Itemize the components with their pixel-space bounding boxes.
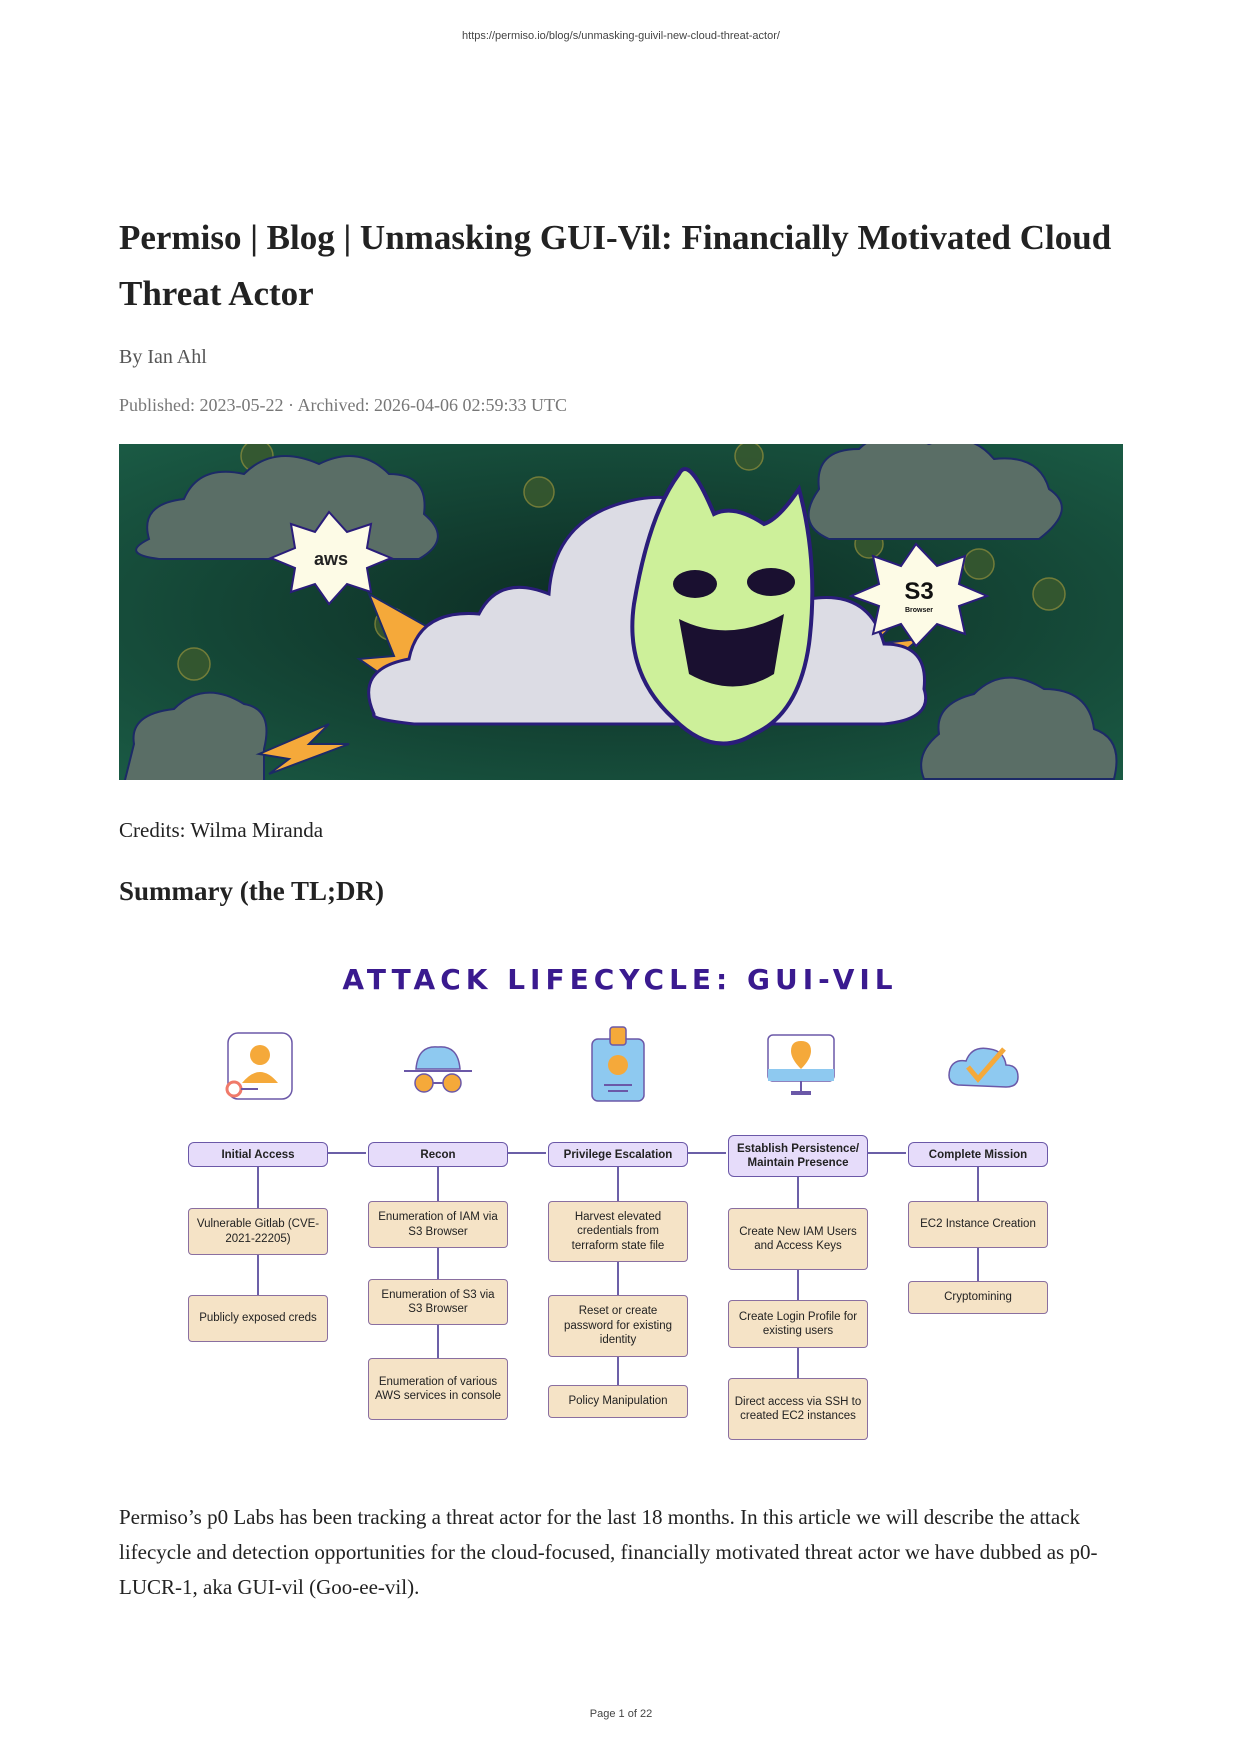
aws-label: aws xyxy=(313,549,349,569)
step-reset-password: Reset or create password for existing identity xyxy=(548,1295,688,1357)
step-create-iam-users: Create New IAM Users and Access Keys xyxy=(728,1208,868,1270)
step-enum-iam: Enumeration of IAM via S3 Browser xyxy=(368,1201,508,1248)
byline: By Ian Ahl xyxy=(119,346,207,368)
step-ssh-access: Direct access via SSH to created EC2 instances xyxy=(728,1378,868,1440)
cloud-check-icon xyxy=(949,1048,1018,1087)
s3-sub-label: Browser xyxy=(904,607,934,614)
stage-persistence: Establish Persistence/ Maintain Presence xyxy=(728,1135,868,1177)
intro-paragraph: Permiso’s p0 Labs has been tracking a threat actor for the last 18 months. In this article we will describe the attack lifecycle and detection opportunities for the cloud-focused, financially motivated threat actor we have dubbed as p0-LUCR-1, aka GUI-vil (Goo-ee-vil). xyxy=(119,1505,1098,1599)
page-number: Page 1 of 22 xyxy=(589,1708,653,1720)
stage-privilege-escalation: Privilege Escalation xyxy=(548,1142,688,1167)
stage-recon: Recon xyxy=(368,1142,508,1167)
spy-icon xyxy=(404,1047,472,1092)
page-url: https://permiso.io/blog/s/unmasking-guivil-new-cloud-threat-actor/ xyxy=(462,30,780,42)
step-policy-manipulation: Policy Manipulation xyxy=(548,1385,688,1418)
skull-mask-icon xyxy=(632,469,812,744)
stage-initial-access: Initial Access xyxy=(188,1142,328,1167)
user-key-icon xyxy=(227,1033,292,1099)
monitor-pin-icon xyxy=(768,1035,834,1095)
id-badge-icon xyxy=(592,1027,644,1101)
summary-heading: Summary (the TL;DR) xyxy=(119,876,384,906)
step-create-login-profile: Create Login Profile for existing users xyxy=(728,1300,868,1348)
step-exposed-creds: Publicly exposed creds xyxy=(188,1295,328,1342)
publish-meta: Published: 2023-05-22 · Archived: 2026-04-06 02:59:33 UTC xyxy=(119,395,567,415)
step-vulnerable-gitlab: Vulnerable Gitlab (CVE-2021-22205) xyxy=(188,1208,328,1255)
article-title: Permiso | Blog | Unmasking GUI-Vil: Financially Motivated Cloud Threat Actor xyxy=(119,218,1112,313)
image-credits: Credits: Wilma Miranda xyxy=(119,818,324,842)
hero-illustration xyxy=(119,444,1123,780)
s3-label: S3 xyxy=(904,578,934,605)
lifecycle-connectors xyxy=(170,945,1070,1445)
step-cryptomining: Cryptomining xyxy=(908,1281,1048,1314)
step-harvest-credentials: Harvest elevated credentials from terraform state file xyxy=(548,1201,688,1262)
step-enum-aws-services: Enumeration of various AWS services in console xyxy=(368,1358,508,1420)
step-ec2-creation: EC2 Instance Creation xyxy=(908,1201,1048,1248)
attack-lifecycle-diagram xyxy=(170,945,1070,1445)
stage-complete-mission: Complete Mission xyxy=(908,1142,1048,1167)
step-enum-s3: Enumeration of S3 via S3 Browser xyxy=(368,1279,508,1325)
lifecycle-title: ATTACK LIFECYCLE: GUI-VIL xyxy=(342,963,898,996)
